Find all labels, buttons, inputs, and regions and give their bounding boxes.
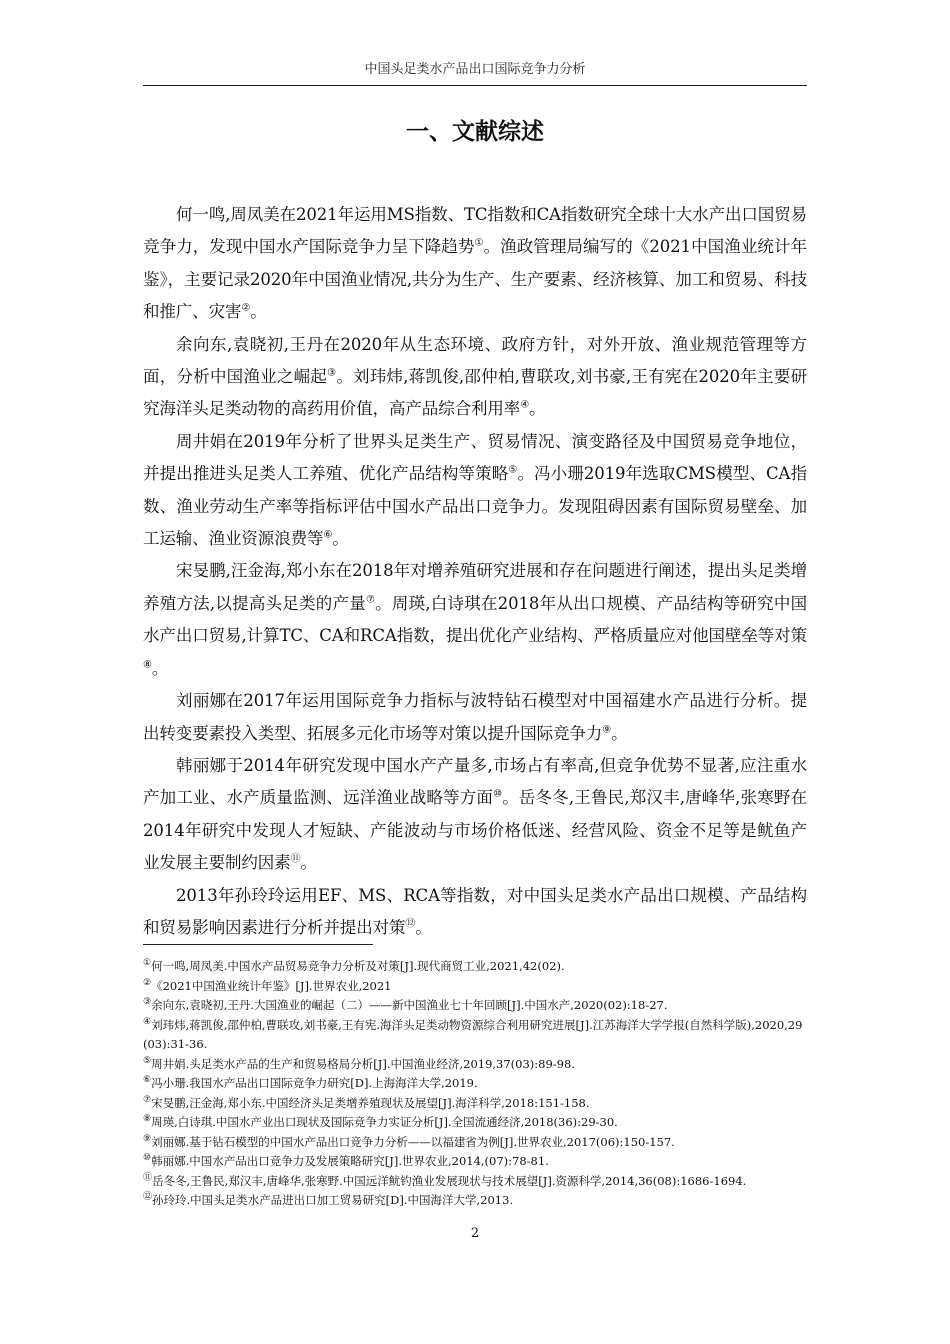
paragraph-text: 。 xyxy=(415,917,432,937)
paragraph-text: 。 xyxy=(250,302,267,322)
paragraph-text: 刘丽娜在2017年运用国际竞争力指标与波特钻石模型对中国福建水产品进行分析。提出转变要素投入类型、拓展多元化市场等对策以提升国际竞争力 xyxy=(143,691,807,743)
footnote xyxy=(143,1191,807,1211)
footnote-mark: ⑧ xyxy=(143,1114,152,1125)
footnote-reference[interactable]: ⑩ xyxy=(493,788,503,800)
footnote-mark: ⑫ xyxy=(143,1192,153,1203)
footnote xyxy=(143,1094,807,1114)
paragraph xyxy=(143,555,807,685)
footnotes xyxy=(143,957,807,1211)
footnote xyxy=(143,1152,807,1172)
paragraph xyxy=(143,880,807,945)
footnote-text: 何一鸣,周凤美.中国水产品贸易竞争力分析及对策[J].现代商贸工业,2021,42(02). xyxy=(151,959,565,973)
footnote-mark: ⑨ xyxy=(143,1133,152,1144)
footnote-mark: ② xyxy=(143,977,152,988)
footnote-reference[interactable]: ② xyxy=(241,302,251,314)
paragraph-text: 余向东,袁晓初,王丹在2020年从生态环境、政府方针，对外开放、渔业规范管理等方面，分析中国渔业之崛起 xyxy=(143,334,807,387)
paragraph xyxy=(143,685,807,750)
footnote xyxy=(143,996,807,1016)
running-header: 中国头足类水产品出口国际竞争力分析 xyxy=(364,62,586,77)
paragraph-text: 。 xyxy=(332,529,349,549)
paragraph-text: 何一鸣,周凤美在2021年运用MS指数、TC指数和CA指数研究全球十大水产出口国贸易竞争力，发现中国水产国际竞争力呈下降趋势 xyxy=(143,205,807,257)
footnote-reference[interactable]: ⑪ xyxy=(290,853,301,865)
footnote xyxy=(143,957,807,977)
page-number: 2 xyxy=(470,1226,480,1241)
footnote-reference[interactable]: ⑧ xyxy=(143,659,152,671)
paragraph-text: 。岳冬冬,王鲁民,郑汉丰,唐峰华,张寒野在2014年研究中发现人才短缺、产能波动与市场价格低迷、经营风险、资金不足等是鱿鱼产业发展主要制约因素 xyxy=(143,788,807,873)
footnote-mark: ⑤ xyxy=(143,1055,152,1066)
paragraph-text: 宋旻鹏,汪金海,郑小东在2018年对增养殖研究进展和存在问题进行阐述，提出头足类增养殖方法,以提高头足类的产量 xyxy=(143,561,807,613)
footnote-mark: ⑩ xyxy=(143,1153,152,1164)
footnote-reference[interactable]: ① xyxy=(474,237,484,249)
paragraph xyxy=(143,750,807,880)
footnote-text: 刘丽娜.基于钻石模型的中国水产品出口竞争力分析——以福建省为例[J].世界农业,2017(06):150-157. xyxy=(151,1134,675,1149)
footnote-text: 冯小珊.我国水产品出口国际竞争力研究[D].上海海洋大学,2019. xyxy=(151,1076,478,1090)
paragraph xyxy=(143,329,807,426)
footnote-text: 《2021中国渔业统计年鉴》[J].世界农业,2021 xyxy=(151,978,392,993)
footnote-reference[interactable]: ⑦ xyxy=(365,594,376,606)
footnote-text: 周井娟.头足类水产品的生产和贸易格局分析[J].中国渔业经济,2019,37(03):89-98. xyxy=(151,1056,575,1071)
footnote xyxy=(143,977,807,997)
footnote xyxy=(143,1016,807,1055)
footnote-text: 韩丽娜.中国水产品出口竞争力及发展策略研究[J].世界农业,2014,(07):78-81. xyxy=(151,1154,549,1168)
footnote-mark: ⑪ xyxy=(143,1172,153,1183)
footnote-reference[interactable]: ⑤ xyxy=(508,464,518,476)
footnote-reference[interactable]: ⑨ xyxy=(602,724,612,735)
paragraph-text: 。 xyxy=(151,658,169,678)
footnote xyxy=(143,1074,807,1094)
footnote-text: 周瑛,白诗琪.中国水产业出口现状及国际竞争力实证分析[J].全国流通经济,2018(36):29-30. xyxy=(151,1115,618,1129)
paragraph-text: 2013年孙玲玲运用EF、MS、RCA等指数，对中国头足类水产品出口规模、产品结构和贸易影响因素进行分析并提出对策 xyxy=(143,885,807,937)
footnote-reference[interactable]: ④ xyxy=(520,399,530,411)
footnote-text: 岳冬冬,王鲁民,郑汉丰,唐峰华,张寒野.中国远洋鱿钓渔业发展现状与技术展望[J].资源科学,2014,36(08):1686-1694. xyxy=(152,1173,747,1188)
body-text xyxy=(143,199,807,944)
footnote-mark: ⑥ xyxy=(143,1075,152,1086)
paragraph-text: 。 xyxy=(611,723,628,743)
paragraph-text: 。冯小珊2019年选取CMS模型、CA指数、渔业劳动生产率等指标评估中国水产品出口竞争力。发现阻碍因素有国际贸易壁垒、加工运输、渔业资源浪费等 xyxy=(143,464,807,549)
footnote xyxy=(143,1113,807,1133)
footnote-text: 余向东,袁晓初,王丹.大国渔业的崛起（二）——新中国渔业七十年回顾[J].中国水产,2020(02):18-27. xyxy=(151,998,668,1012)
footnote-reference[interactable]: ③ xyxy=(327,367,337,379)
paragraph-text: 。刘玮炜,蒋凯俊,邵仲柏,曹联攻,刘书豪,王有宪在2020年主要研究海洋头足类动物的高药用价值，高产品综合利用率 xyxy=(143,367,807,419)
header-rule xyxy=(143,85,807,86)
footnote-reference[interactable]: ⑥ xyxy=(323,529,333,541)
footnote-mark: ④ xyxy=(143,1016,152,1027)
footnote-mark: ① xyxy=(143,958,152,969)
footnote xyxy=(143,1133,807,1153)
footnote xyxy=(143,1055,807,1075)
footnote xyxy=(143,1172,807,1192)
paragraph-text: 。周瑛,白诗琪在2018年从出口规模、产品结构等研究中国水产出口贸易,计算TC、CA和RCA指数，提出优化产业结构、严格质量应对他国壁垒等对策 xyxy=(143,593,807,646)
section-title: 一、文献综述 xyxy=(406,119,544,145)
footnote-mark: ③ xyxy=(143,997,152,1008)
footnote-rule xyxy=(143,944,373,945)
paragraph-text: 韩丽娜于2014年研究发现中国水产产量多,市场占有率高,但竞争优势不显著,应注重水产加工业、水产质量监测、远洋渔业战略等方面 xyxy=(143,755,807,808)
footnote-text: 刘玮炜,蒋凯俊,邵仲柏,曹联攻,刘书豪,王有宪.海洋头足类动物资源综合利用研究进展[J].江苏海洋大学学报(自然科学版),2020,29(03):31-36. xyxy=(143,1017,803,1051)
paragraph xyxy=(143,199,807,329)
paragraph-text: 。 xyxy=(300,853,317,873)
footnote-mark: ⑦ xyxy=(143,1094,152,1105)
footnote-text: 宋旻鹏,汪金海,郑小东.中国经济头足类增养殖现状及展望[J].海洋科学,2018:151-158. xyxy=(151,1095,590,1110)
paragraph xyxy=(143,426,807,556)
paragraph-text: 。 xyxy=(529,399,546,419)
paragraph-text: 周井娟在2019年分析了世界头足类生产、贸易情况、演变路径及中国贸易竞争地位，并提出推进头足类人工养殖、优化产品结构等策略 xyxy=(143,431,807,484)
paragraph-text: 。渔政管理局编写的《2021中国渔业统计年鉴》，主要记录2020年中国渔业情况,共分为生产、生产要素、经济核算、加工和贸易、科技和推广、灾害 xyxy=(143,237,807,322)
footnote-text: 孙玲玲.中国头足类水产品进出口加工贸易研究[D].中国海洋大学,2013. xyxy=(152,1193,514,1207)
footnote-reference[interactable]: ⑫ xyxy=(405,918,416,930)
